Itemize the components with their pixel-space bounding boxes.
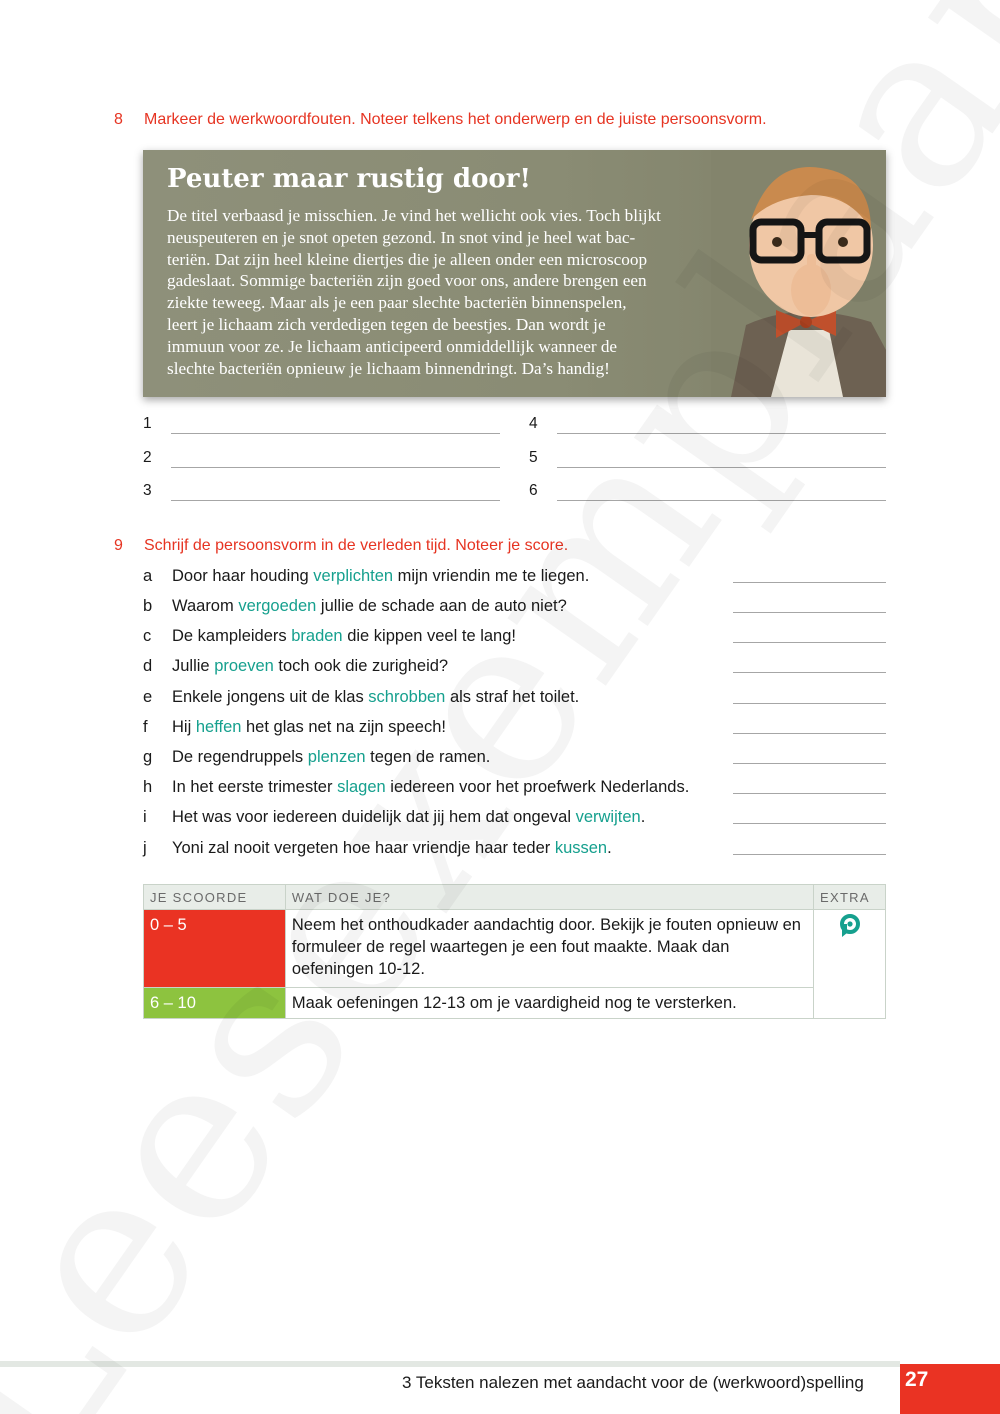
verb: verwijten: [575, 808, 641, 826]
article-line: De titel verbaasd je misschien. Je vind het wellicht ook vies. Toch blijkt: [167, 206, 661, 225]
answer-blank[interactable]: [733, 612, 886, 613]
answer-line[interactable]: [143, 482, 488, 506]
question-number: 8: [114, 111, 123, 128]
answer-blank[interactable]: [733, 582, 886, 583]
answer-blank[interactable]: [733, 733, 886, 734]
exercise-item: i Het was voor iedereen duidelijk dat jij hem dat ongeval verwijten.: [143, 808, 886, 834]
action-text: Neem het onthoudkader aandachtig door. Bekijk je fouten opnieuw en formuleer de regel waartegen je een fout maakte. Maak dan oefeningen 10-12.: [285, 910, 813, 988]
question-9-heading: [114, 537, 568, 555]
exercise-item: f Hij heffen het glas net na zijn speech!: [143, 718, 886, 744]
article-card: [143, 150, 886, 397]
article-line: immuun voor ze. Je lichaam anticipeerd onmiddellijk wanneer de: [167, 336, 618, 356]
score-table: [143, 884, 886, 1019]
verb: schrobben: [368, 688, 446, 706]
item-letter: h: [143, 778, 153, 796]
item-letter: f: [143, 718, 148, 736]
item-letter: e: [143, 688, 153, 706]
exercise-item: a Door haar houding verplichten mijn vriendin me te liegen.: [143, 567, 886, 593]
item-letter: c: [143, 627, 152, 645]
article-title: Peuter maar rustig door!: [167, 164, 531, 194]
exercise-item: d Jullie proeven toch ook die zurigheid?: [143, 657, 886, 683]
item-letter: j: [143, 839, 147, 857]
footer-chapter: 3 Teksten nalezen met aandacht voor de (werkwoord)spelling: [402, 1373, 864, 1392]
answer-blank[interactable]: [733, 703, 886, 704]
question-instruction: Schrijf de persoonsvorm in de verleden tijd. Noteer je score.: [144, 537, 569, 554]
answer-line[interactable]: [529, 415, 874, 439]
answer-line[interactable]: [529, 449, 874, 473]
pelckmans-p-icon[interactable]: [839, 914, 861, 938]
page-number-box: [900, 1364, 1000, 1414]
article-line: neuspeuteren en je snot opeten gezond. In snot vind je heel wat bac-: [167, 227, 636, 247]
verb: plenzen: [307, 748, 366, 766]
answer-line[interactable]: [143, 449, 488, 473]
question-instruction: Markeer de werkwoordfouten. Noteer telkens het onderwerp en de juiste persoonsvorm.: [144, 111, 767, 128]
exercise-item: e Enkele jongens uit de klas schrobben als straf het toilet.: [143, 688, 886, 714]
answer-line[interactable]: [529, 482, 874, 506]
answer-line[interactable]: [143, 415, 488, 439]
answer-blank[interactable]: [733, 642, 886, 643]
header-extra: EXTRA: [814, 885, 886, 910]
exercise-item: j Yoni zal nooit vergeten hoe haar vriendje haar teder kussen.: [143, 839, 886, 865]
article-line: slechte bacteriën opnieuw je lichaam binnendringt. Da’s handig!: [167, 358, 610, 378]
verb: heffen: [195, 718, 242, 736]
score-range-low: 0 – 5: [144, 910, 286, 988]
child-with-glasses-photo: [711, 150, 886, 397]
verb: kussen: [554, 839, 608, 857]
verb: vergoeden: [238, 597, 317, 615]
action-text: Maak oefeningen 12-13 om je vaardigheid nog te versterken.: [285, 988, 813, 1019]
verb: proeven: [214, 657, 274, 675]
item-letter: d: [143, 657, 153, 675]
answer-blank[interactable]: [733, 763, 886, 764]
article-body: [167, 205, 722, 379]
header-score: JE SCOORDE: [144, 885, 286, 910]
answer-number: 6: [529, 482, 538, 499]
exercise-item: h In het eerste trimester slagen iedereen voor het proefwerk Nederlands.: [143, 778, 886, 804]
item-letter: b: [143, 597, 153, 615]
article-line: teriën. Dat zijn heel kleine diertjes die je alleen onder een microscoop: [167, 249, 648, 269]
exercise-item: b Waarom vergoeden jullie de schade aan de auto niet?: [143, 597, 886, 623]
answer-blank[interactable]: [733, 793, 886, 794]
question-8-heading: [114, 111, 767, 129]
answer-blank[interactable]: [733, 823, 886, 824]
verb: slagen: [337, 778, 386, 796]
article-line: leert je lichaam zich verdedigen tegen de beestjes. Dan wordt je: [167, 314, 606, 334]
extra-cell: [814, 910, 886, 1019]
verb: verplichten: [313, 567, 394, 585]
exercise-item: g De regendruppels plenzen tegen de ramen.: [143, 748, 886, 774]
answer-number: 2: [143, 449, 152, 466]
answer-blank[interactable]: [733, 854, 886, 855]
footer-rule: [0, 1361, 900, 1367]
question-number: 9: [114, 537, 123, 554]
answer-blank[interactable]: [733, 672, 886, 673]
exercise-item: c De kampleiders braden die kippen veel te lang!: [143, 627, 886, 653]
article-line: ziekte teweeg. Maar als je een paar slechte bacteriën binnenspelen,: [167, 293, 627, 313]
score-range-high: 6 – 10: [144, 988, 286, 1019]
answer-number: 4: [529, 415, 538, 432]
item-letter: i: [143, 808, 147, 826]
item-letter: g: [143, 748, 153, 766]
answer-number: 5: [529, 449, 538, 466]
item-letter: a: [143, 567, 153, 585]
answer-number: 3: [143, 482, 152, 499]
article-line: gadeslaat. Sommige bacteriën zijn goed voor ons, andere brengen een: [167, 271, 647, 291]
page-number: 27: [905, 1368, 929, 1391]
verb: braden: [291, 627, 343, 645]
header-action: WAT DOE JE?: [285, 885, 813, 910]
answer-number: 1: [143, 415, 152, 432]
